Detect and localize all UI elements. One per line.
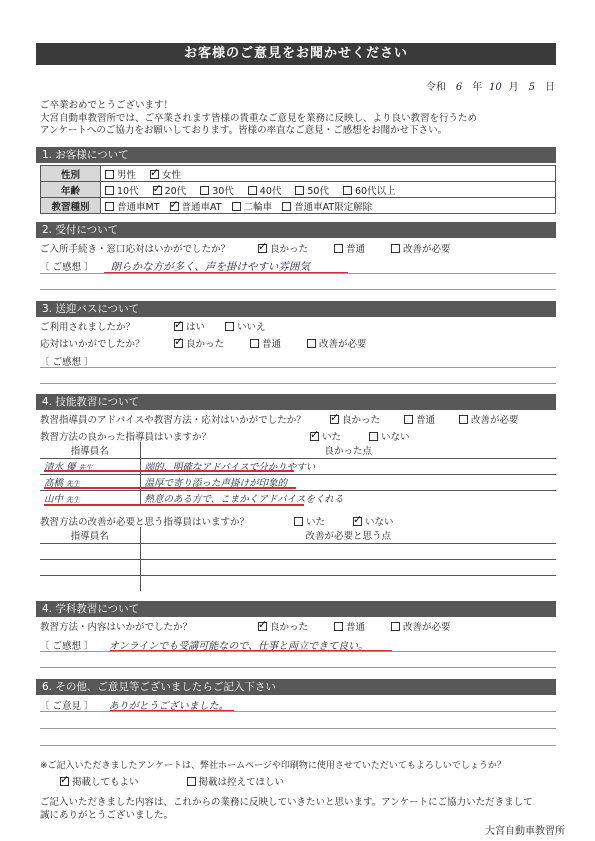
checkbox-option[interactable] [343,183,396,197]
checkbox-label: いない [365,517,394,528]
section-skill-heading: 4. 技能教習について [36,394,556,410]
good-instructor-table [40,442,556,506]
bus-service-question: 応対はいかがでしたか？ [40,339,145,350]
checkbox-icon[interactable] [232,202,241,211]
checkbox-option[interactable] [170,199,222,213]
good-row-point[interactable]: 温厚で寄り添った声掛けが印象的 [140,474,556,490]
improve-row-name[interactable] [40,575,140,591]
checkbox-label: 普通車MT [117,201,160,213]
section-reception-heading: 2. 受付について [36,222,556,238]
checkbox-option[interactable] [105,167,136,181]
checkbox-icon[interactable] [294,517,303,526]
checkbox-checked-icon[interactable] [310,432,319,441]
improve-header-name: 指導員名 [40,527,140,543]
section-bus-heading: 3. 送迎バスについて [36,301,556,317]
checkbox-option[interactable] [310,429,341,443]
reception-question-row [40,241,451,255]
checkbox-option[interactable] [404,412,435,426]
intro-line: 大宮自動車教習所では、ご卒業されます皆様の貴重なご意見を業務に反映し、より良い教習を行うため [40,112,478,124]
skill-q2: 教習方法の良かった指導員はいますか？ [40,432,212,443]
classroom-question: 教習方法・内容はいかがでしたか？ [40,622,193,633]
course-options [101,198,556,214]
checkbox-option[interactable] [258,619,308,633]
checkbox-label: 改善が必要 [403,244,451,255]
skill-q1: 教習指導員のアドバイスや教習方法・応対はいかがでしたか？ [40,415,306,426]
good-row-name[interactable]: 高橋 [44,478,64,489]
footer-text [40,797,560,822]
improve-header-point: 改善が必要と思う点 [140,527,556,543]
checkbox-label: 改善が必要 [471,415,519,426]
good-header-name: 指導員名 [40,442,140,458]
checkbox-label: 掲載は控えてほしい [198,777,285,788]
date-year[interactable]: 6 [455,82,463,93]
checkbox-checked-icon[interactable] [258,244,267,253]
checkbox-option[interactable] [258,241,308,255]
checkbox-label: 良かった [270,622,309,633]
row-age [41,182,556,198]
checkbox-label: 男性 [117,169,137,181]
classroom-comment-label: 〔 ご感想 〕 [40,641,94,652]
checkbox-icon[interactable] [307,339,316,348]
row-gender [41,166,556,182]
checkbox-option[interactable] [200,183,234,197]
good-row-name[interactable]: 清水 優 [44,462,76,473]
section-other-heading: 6. その他、ご意見等ございましたらご記入下さい [36,679,556,695]
improve-row-name[interactable] [40,543,140,559]
consent-options [60,774,332,788]
good-row-suffix: 先生 [78,464,93,472]
checkbox-label: 普通 [346,622,366,633]
other-comment[interactable]: ありがとうございました。 [108,701,229,712]
checkbox-option[interactable] [105,199,160,213]
good-row-name[interactable]: 山中 [44,494,64,506]
checkbox-label: 普通車AT [181,201,222,213]
checkbox-option[interactable] [174,336,224,350]
gender-label: 性別 [41,166,101,182]
checkbox-icon[interactable] [225,322,234,331]
checkbox-icon[interactable] [391,622,400,631]
checkbox-option[interactable] [353,514,394,528]
checkbox-label: いない [381,432,410,443]
classroom-question-row [40,619,451,633]
checkbox-label: 40代 [259,185,282,197]
intro-line: アンケートへのご協力をお願いしております。皆様の率直なご意見・ご感想をお聞かせ下さい。 [40,125,448,136]
good-row-underline [44,470,294,472]
checkbox-checked-icon[interactable] [60,777,69,786]
checkbox-label: 普通 [346,244,366,255]
age-label: 年齢 [41,182,101,198]
good-row-suffix: 先生 [66,480,81,488]
checkbox-icon[interactable] [404,415,413,424]
reception-comment[interactable]: 朗らかな方が多く、声を掛けやすい雰囲気 [110,261,310,273]
checkbox-checked-icon[interactable] [174,322,183,331]
section-classroom-heading: 4. 学科教習について [36,601,556,617]
ruled-line [40,289,556,290]
ruled-line [40,728,556,729]
checkbox-option[interactable] [60,774,139,788]
good-row-point[interactable]: 端的、明確なアドバイスで分かりやすい [140,458,556,474]
checkbox-option[interactable] [330,412,380,426]
checkbox-label: 良かった [270,244,309,255]
checkbox-label: 女性 [162,169,182,181]
checkbox-option[interactable] [294,514,325,528]
checkbox-checked-icon[interactable] [174,339,183,348]
skill-q2-row [40,429,410,443]
checkbox-option[interactable] [105,183,139,197]
reception-question: ご入所手続き・窓口応対はいかがでしたか？ [40,244,231,255]
checkbox-icon[interactable] [105,170,114,179]
date-era: 令和 [425,82,446,93]
checkbox-checked-icon[interactable] [258,622,267,631]
good-header-point: 良かった点 [140,442,556,458]
date [426,78,555,93]
footer-line: ご記入いただきました内容は、これからの業務に反映していきたいと思います。アンケートにご協力いただきまして [40,797,533,808]
customer-table [40,165,556,214]
bus-use-row [40,319,266,333]
ruled-line [40,367,556,368]
consent-question: ※ご記入いただきましたアンケートは、弊社ホームページや印刷物に使用させていただいてもよろしいでしょうか？ [40,761,506,771]
checkbox-icon[interactable] [391,244,400,253]
checkbox-icon[interactable] [282,202,291,211]
checkbox-label: 普通車AT限定解除 [294,201,373,213]
bus-service-row [40,336,367,350]
checkbox-label: 改善が必要 [319,339,367,350]
improve-instructor-table [40,527,556,591]
checkbox-label: 改善が必要 [403,622,451,633]
bus-use-options [174,319,286,333]
checkbox-icon[interactable] [334,622,343,631]
checkbox-icon[interactable] [334,244,343,253]
checkbox-option[interactable] [334,241,365,255]
ruled-line [40,745,556,746]
checkbox-label: いいえ [237,322,266,333]
reception-comment-label: 〔 ご感想 〕 [40,262,94,273]
ruled-line [40,711,556,712]
checkbox-label: 30代 [212,185,234,197]
checkbox-label: いた [322,432,342,443]
improve-row-point[interactable] [140,575,556,591]
checkbox-option[interactable] [225,319,266,333]
checkbox-label: 60代以上 [354,185,396,197]
checkbox-option[interactable] [282,199,372,213]
good-row-point[interactable]: 熱意のある方で、こまかくアドバイスをくれる [140,490,556,506]
improve-row-name[interactable] [40,559,140,575]
checkbox-label: 20代 [164,185,187,197]
checkbox-label: 普通 [262,339,282,350]
classroom-comment[interactable]: オンラインでも受講可能なので、仕事と両立できて良い。 [108,641,369,652]
skill-q3-row [40,514,394,528]
checkbox-icon[interactable] [295,186,304,195]
checkbox-label: 普通 [416,415,436,426]
intro-text [40,100,560,138]
checkbox-icon[interactable] [200,186,209,195]
checkbox-option[interactable] [187,774,285,788]
checkbox-icon[interactable] [105,202,114,211]
improve-table-row [40,559,556,575]
date-month[interactable]: 10 [489,82,502,93]
row-course [41,198,556,214]
checkbox-label: はい [186,322,206,333]
checkbox-label: 掲載してもよい [72,777,139,788]
checkbox-option[interactable] [369,429,410,443]
checkbox-label: 10代 [117,185,139,197]
improve-row-point[interactable] [140,559,556,575]
ruled-line [40,273,556,274]
checkbox-icon[interactable] [250,339,259,348]
company-name: 大宮自動車教習所 [485,826,565,837]
checkbox-option[interactable] [307,336,367,350]
improve-row-point[interactable] [140,543,556,559]
date-day[interactable]: 5 [528,82,535,93]
bus-comment-row [40,354,94,368]
checkbox-icon[interactable] [105,186,114,195]
age-options [101,182,556,198]
good-row-suffix: 先生 [66,496,81,505]
checkbox-label: いた [306,517,326,528]
reception-options [258,241,477,255]
other-comment-label: 〔 ご意見 〕 [40,701,94,712]
checkbox-option[interactable] [459,412,519,426]
good-table-header [40,442,556,458]
good-row-underline [44,487,296,489]
bus-comment-label: 〔 ご感想 〕 [40,357,94,368]
checkbox-label: 良かった [342,415,381,426]
checkbox-icon[interactable] [187,777,196,786]
checkbox-option[interactable] [248,183,282,197]
bus-use-question: ご利用されましたか？ [40,322,136,333]
date-month-unit: 月 [508,82,519,93]
improve-table-row [40,543,556,559]
checkbox-label: 二輪車 [243,201,273,213]
checkbox-option[interactable] [334,619,365,633]
checkbox-option[interactable] [174,319,205,333]
footer-line: 誠にありがとうございました。 [40,809,174,821]
checkbox-checked-icon[interactable] [153,186,162,195]
checkbox-icon[interactable] [248,186,257,195]
survey-title: お客様のご意見をお聞かせください [36,43,556,65]
skill-q1-row [40,412,519,426]
ruled-line [40,383,556,384]
checkbox-checked-icon[interactable] [170,202,179,211]
checkbox-label: 50代 [307,185,329,197]
checkbox-option[interactable] [232,199,273,213]
improve-table-row [40,575,556,591]
date-day-unit: 日 [545,82,555,93]
checkbox-label: 良かった [186,339,225,350]
checkbox-icon[interactable] [459,415,468,424]
improve-table-header [40,527,556,543]
skill-q3-options [294,514,422,528]
ruled-line [40,667,556,668]
checkbox-option[interactable] [391,241,451,255]
skill-q1-options [330,412,543,426]
date-year-unit: 年 [472,82,483,93]
good-row-underline [44,504,304,506]
checkbox-icon[interactable] [343,186,352,195]
skill-q2-options [310,429,438,443]
classroom-options [258,619,477,633]
checkbox-checked-icon[interactable] [353,517,362,526]
checkbox-checked-icon[interactable] [150,170,159,179]
skill-q3: 教習方法の改善が必要と思う指導員はいますか？ [40,517,250,528]
checkbox-option[interactable] [153,183,187,197]
checkbox-checked-icon[interactable] [330,415,339,424]
gender-options [101,166,556,182]
checkbox-option[interactable] [295,183,329,197]
ruled-line [40,651,556,652]
section-customer-heading: 1. お客様について [36,147,556,163]
course-label: 教習種別 [41,198,101,214]
intro-line: ご卒業おめでとうございます！ [40,100,174,111]
checkbox-option[interactable] [250,336,281,350]
checkbox-option[interactable] [391,619,451,633]
checkbox-option[interactable] [150,167,181,181]
bus-service-options [174,336,393,350]
checkbox-icon[interactable] [369,432,378,441]
